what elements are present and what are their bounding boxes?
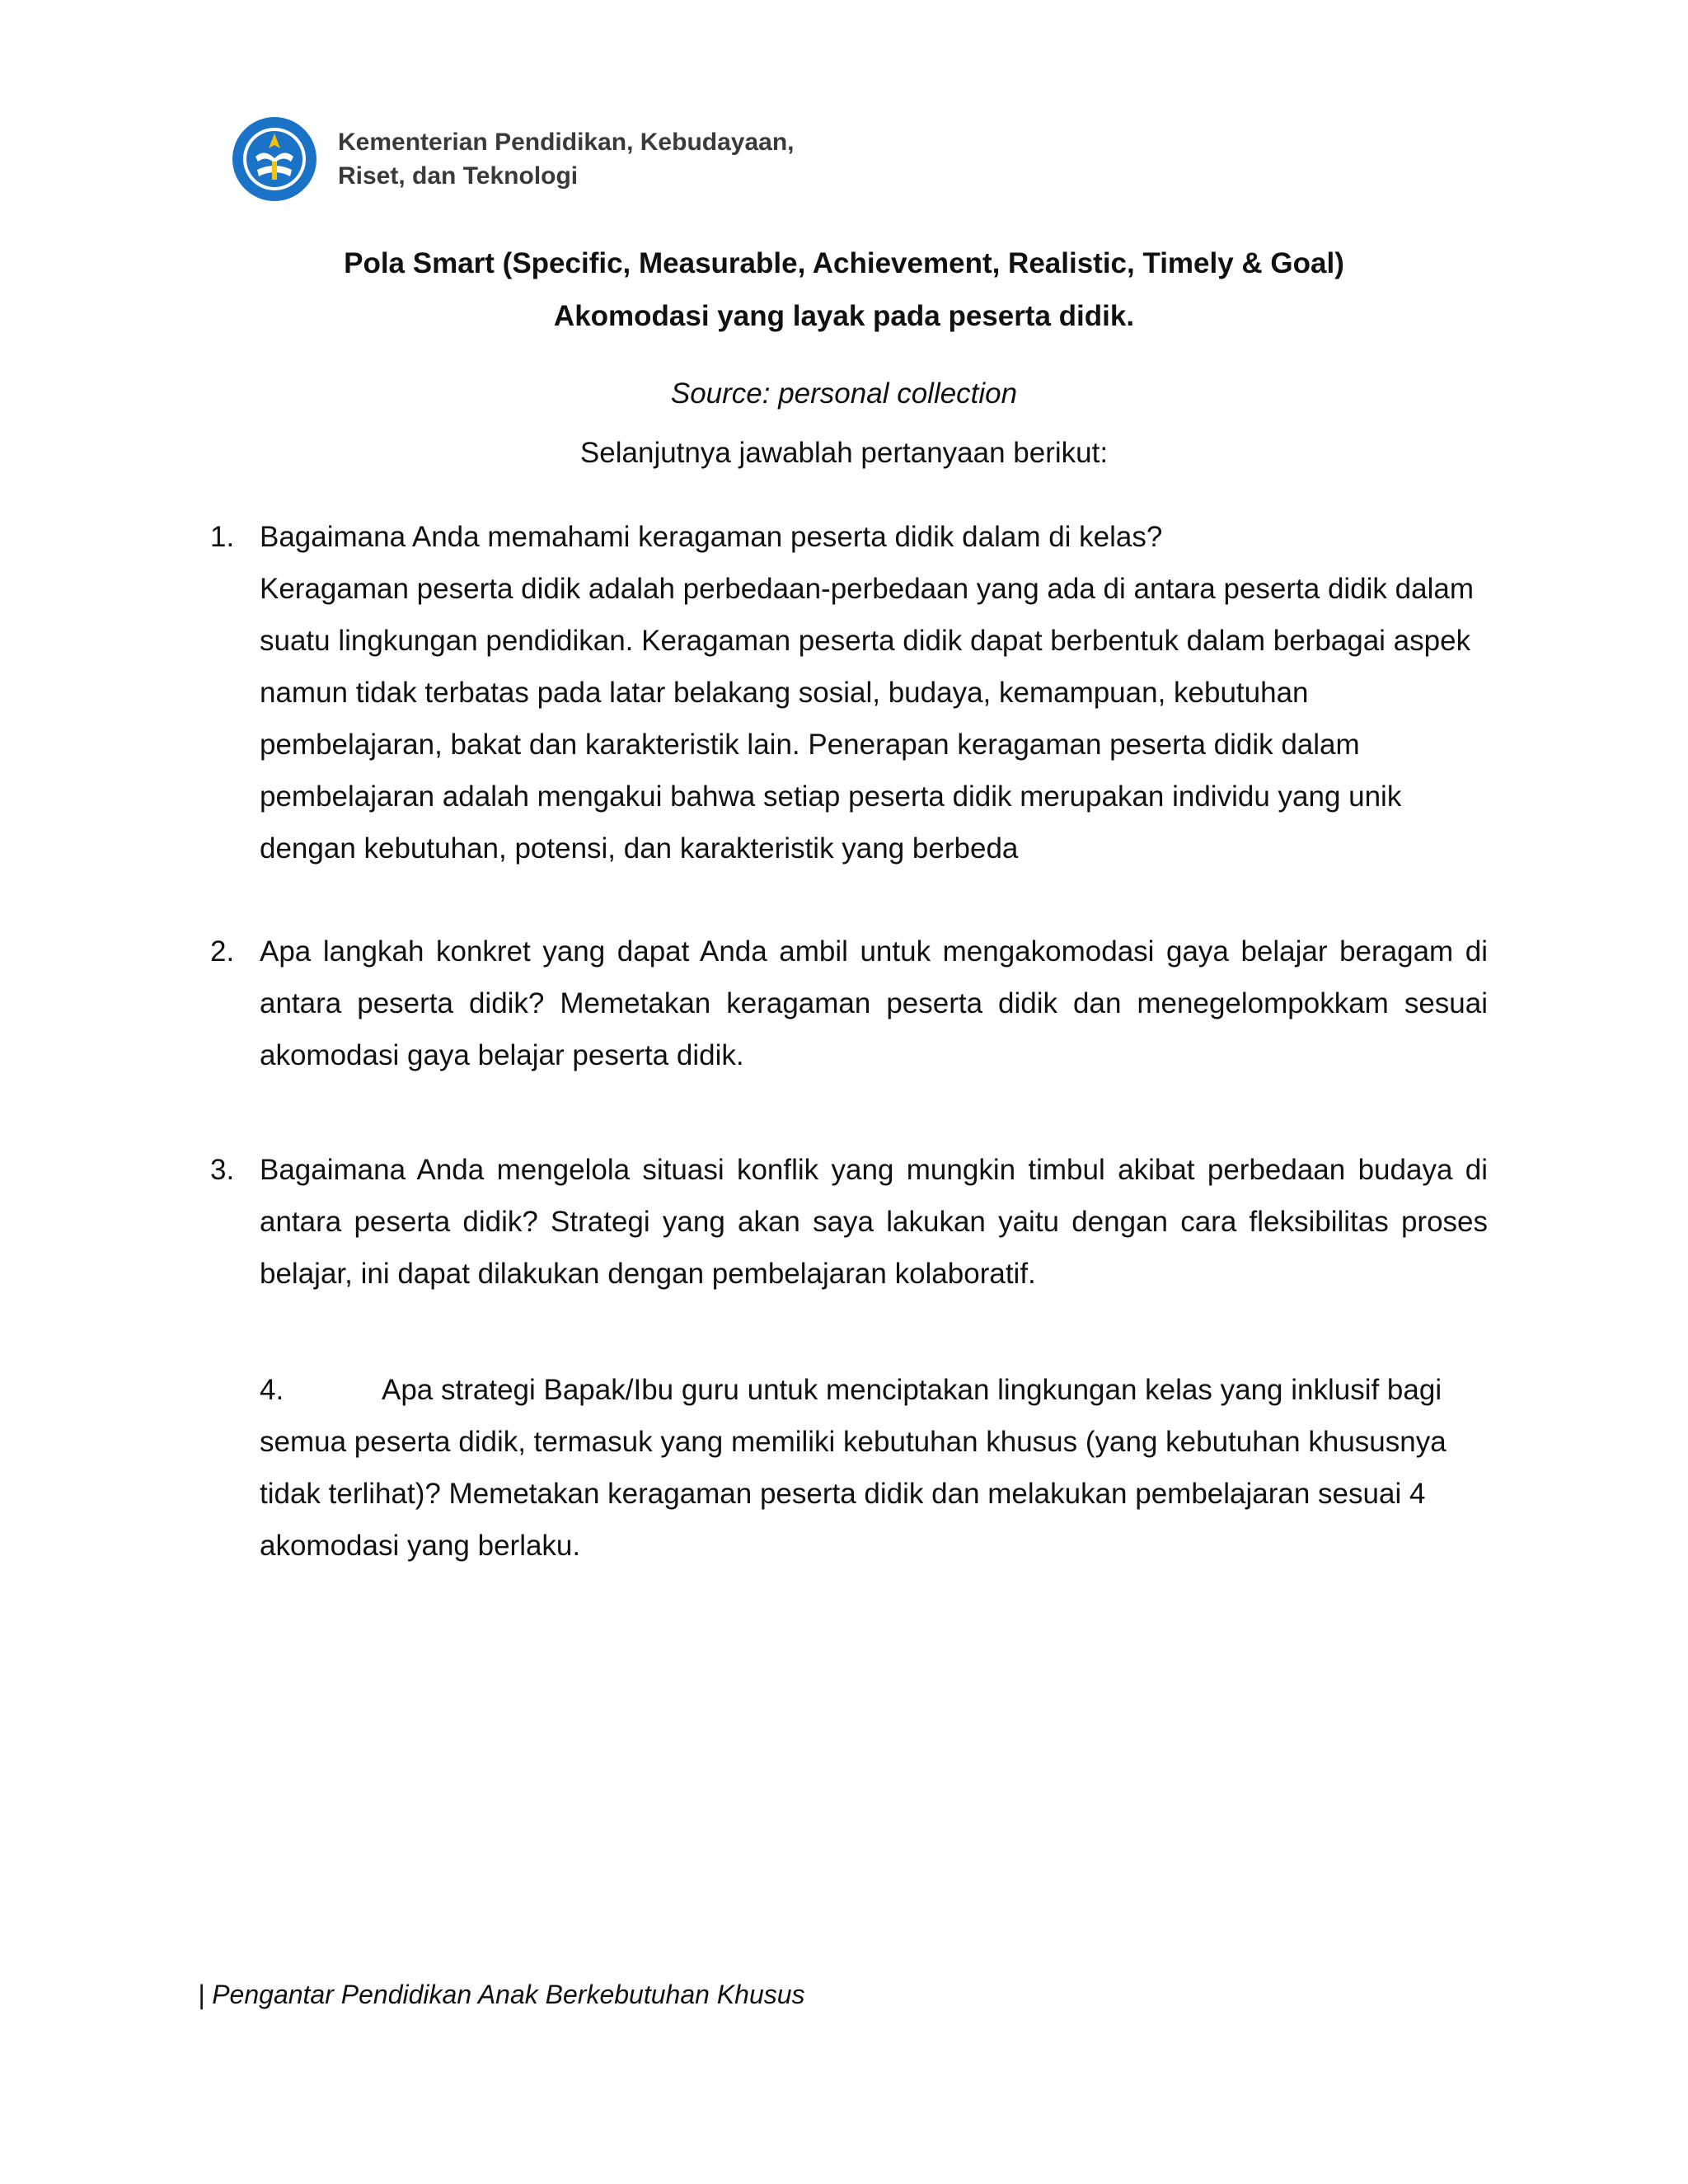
question-number: 4. bbox=[260, 1374, 284, 1406]
question-text: Bagaimana Anda memahami keragaman peserta didik dalam di kelas? bbox=[260, 521, 1163, 553]
question-number: 1. bbox=[210, 521, 235, 553]
question-number: 2. bbox=[210, 935, 235, 968]
question-number: 3. bbox=[210, 1154, 235, 1186]
document-title-line1: Pola Smart (Specific, Measurable, Achievement, Realistic, Timely & Goal) bbox=[344, 247, 1344, 279]
answer-text: Keragaman peserta didik adalah perbedaan-perbedaan yang ada di antara peserta didik dalam suatu lingkungan pendidikan. Keragaman peserta didik dapat berbentuk dalam berbagai aspek namun tidak terbatas pada latar belakang sosial, budaya, kemampuan, kebutuhan pembelajaran, bakat dan karakteristik lain. Penerapan keragaman peserta didik dalam pembelajaran adalah mengakui bahwa setiap peserta didik merupakan individu yang unik dengan kebutuhan, potensi, dan karakteristik yang berbeda bbox=[260, 573, 1474, 865]
question-answer-text: Bagaimana Anda mengelola situasi konflik yang mungkin timbul akibat perbedaan budaya di antara peserta didik? Strategi yang akan saya lakukan yaitu dengan cara fleksibilitas proses belajar, ini dapat dilakukan dengan pembelajaran kolaboratif. bbox=[260, 1154, 1488, 1290]
page-footer: | Pengantar Pendidikan Anak Berkebutuhan Khusus bbox=[198, 1980, 805, 2009]
ministry-name-line1: Kementerian Pendidikan, Kebudayaan, bbox=[338, 129, 795, 156]
question-item-1 bbox=[210, 511, 1488, 874]
question-answer-text: Apa langkah konkret yang dapat Anda ambil untuk mengakomodasi gaya belajar beragam di antara peserta didik? Memetakan keragaman peserta didik dan menegelompokkam sesuai akomodasi gaya belajar peserta didik. bbox=[260, 935, 1488, 1071]
tut-wuri-handayani-logo-icon bbox=[231, 115, 318, 203]
question-item-2 bbox=[210, 926, 1488, 1081]
image-source-caption: Source: personal collection bbox=[670, 377, 1018, 410]
ministry-name bbox=[338, 125, 795, 193]
title-block bbox=[0, 237, 1688, 480]
question-answer-text: Apa strategi Bapak/Ibu guru untuk menciptakan lingkungan kelas yang inklusif bagi semua peserta didik, termasuk yang memiliki kebutuhan khusus (yang kebutuhan khususnya tidak terlihat)? Memetakan keragaman peserta didik dan melakukan pembelajaran sesuai 4 akomodasi yang berlaku. bbox=[260, 1374, 1447, 1562]
question-body bbox=[260, 511, 1488, 874]
question-item-3 bbox=[210, 1144, 1488, 1300]
question-item-4 bbox=[260, 1364, 1488, 1572]
document-header bbox=[231, 115, 795, 203]
ministry-name-line2: Riset, dan Teknologi bbox=[338, 162, 579, 190]
document-title-line2: Akomodasi yang layak pada peserta didik. bbox=[553, 300, 1135, 332]
instruction-text: Selanjutnya jawablah pertanyaan berikut: bbox=[579, 437, 1109, 469]
